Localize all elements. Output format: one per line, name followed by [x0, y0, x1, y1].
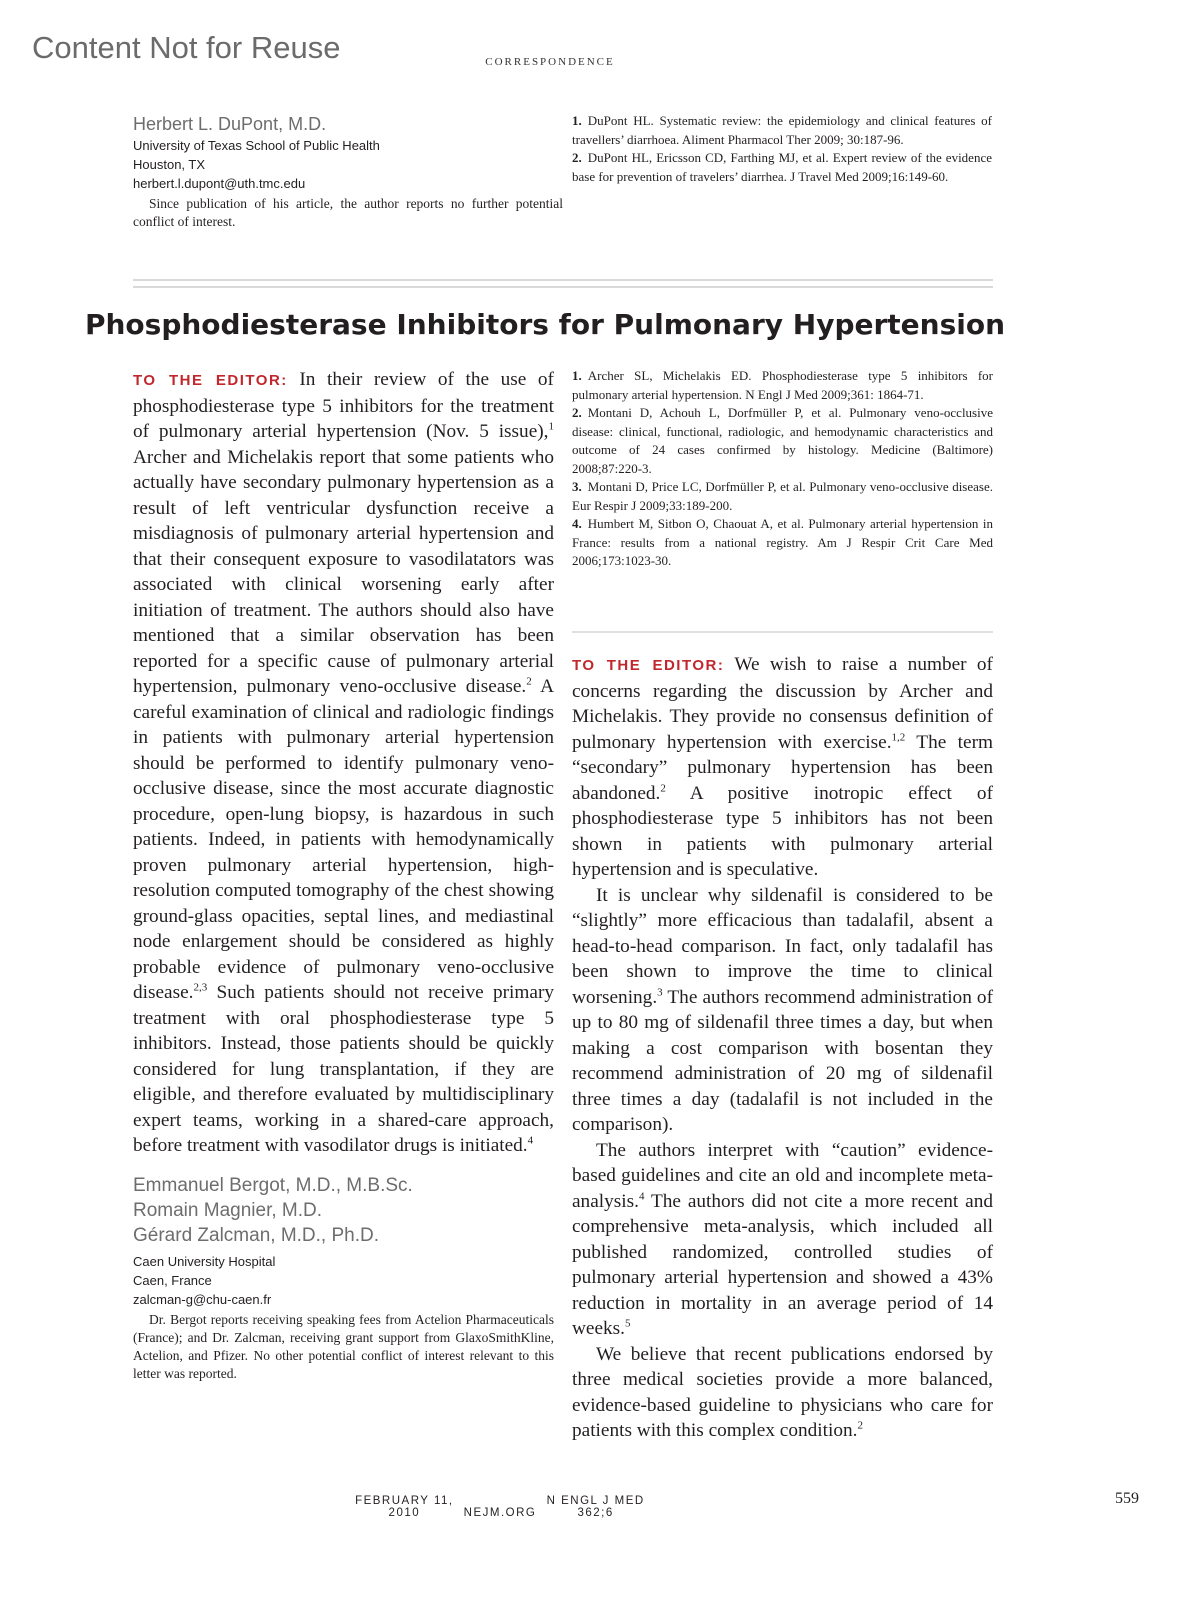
letter-2-paragraph — [572, 1138, 993, 1342]
affiliation-line: Houston, TX — [133, 157, 206, 172]
reference-item — [572, 478, 993, 515]
reference-number: 1. — [572, 368, 582, 383]
citation-marker: 2,3 — [193, 981, 208, 994]
citation-marker: 2 — [526, 675, 532, 688]
section-header-label: correspondence — [485, 53, 615, 69]
citation-marker: 1 — [548, 420, 554, 433]
letter-text: Archer and Michelakis report that some patients who actually have secondary pulmonary hypertension as a result of left ventricular dysfunction receive a misdiagnosis of pulmonary arterial hypertension and that their consequent exposure to vasodilatators was associated with clinical worsening early after initiation of treatment. The authors should also have mentioned that a similar observation has been reported for a specific cause of pulmonary arterial hypertension, pulmonary veno-occlusive disease. — [133, 446, 554, 697]
citation-marker: 3 — [657, 986, 663, 999]
letter-text: The authors recommend administration of up to 80 mg of sildenafil three times a day, but when making a cost comparison with bosentan they recommend administration of 20 mg of sildenafil three times a day (tadalafil is not included in the comparison). — [572, 986, 993, 1135]
letter-text: A positive inotropic effect of phosphodiesterase type 5 inhibitors has not been shown in patients with pulmonary arterial hypertension and is speculative. — [572, 782, 993, 880]
reference-item — [572, 367, 993, 404]
letter-text: We believe that recent publications endorsed by three medical societies provide a more balanced, evidence-based guideline to physicians who care for patients with this complex condition. — [572, 1343, 993, 1441]
reference-number: 4. — [572, 516, 582, 531]
footer-site: NEJM.ORG — [463, 1507, 537, 1519]
letter-1-references — [572, 367, 993, 571]
letter-lead: TO THE EDITOR: — [133, 372, 288, 389]
letter-2-paragraph — [572, 652, 993, 883]
letter-divider — [572, 631, 993, 633]
citation-marker: 2 — [660, 782, 666, 795]
citation-marker: 2 — [857, 1419, 863, 1432]
article-title-text: Phosphodiesterase Inhibitors for Pulmonary Hypertension — [84, 308, 1006, 341]
footer-journal: N ENGL J MED 362;6 — [546, 1495, 645, 1519]
letter-text: The term “secondary” pulmonary hypertension has been abandoned. — [572, 731, 993, 804]
letter-1-signature — [133, 1173, 554, 1383]
reference-text: Archer SL, Michelakis ED. Phosphodiesterase type 5 inhibitors for pulmonary arterial hypertension. N Engl J Med 2009;361: 1864-71. — [572, 368, 993, 402]
affiliation-line: Caen, France — [133, 1272, 212, 1288]
letter-2-paragraph — [572, 883, 993, 1138]
reference-text: Montani D, Price LC, Dorfmüller P, et al. Pulmonary veno-occlusive disease. Eur Respir J 2009;33:189-200. — [572, 479, 993, 513]
page-number: 559 — [1115, 1490, 1139, 1507]
letter-text: It is unclear why sildenafil is considered to be “slightly” more efficacious than tadalafil, absent a head-to-head comparison. In fact, only tadalafil has been shown to improve the time to clinical worsening. — [572, 884, 993, 1008]
reference-text: DuPont HL, Ericsson CD, Farthing MJ, et al. Expert review of the evidence base for prevention of travelers’ diarrhea. J Travel Med 2009;16:149-60. — [572, 150, 992, 184]
reference-text: Humbert M, Sitbon O, Chaouat A, et al. Pulmonary arterial hypertension in France: results from a national registry. Am J Respir Crit Care Med 2006;173:1023-30. — [572, 516, 993, 568]
letter-text: A careful examination of clinical and radiologic findings in patients with pulmonary arterial hypertension should be performed to identify pulmonary veno-occlusive disease, since the most accurate diagnostic procedure, open-lung biopsy, is hazardous in such patients. Indeed, in patients with hemodynamically proven pulmonary arterial hypertension, high-resolution computed tomography of the chest showing ground-glass opacities, septal lines, and mediastinal node enlargement should be considered as highly probable evidence of pulmonary veno-occlusive disease. — [133, 676, 554, 1003]
reference-item — [572, 515, 993, 571]
author-name: Herbert L. DuPont, M.D. — [133, 114, 327, 134]
affiliation-email: herbert.l.dupont@uth.tmc.edu — [133, 176, 306, 191]
letter-2-paragraph — [572, 1342, 993, 1444]
reference-number: 3. — [572, 479, 582, 494]
citation-marker: 1,2 — [891, 731, 906, 744]
letter-2 — [572, 652, 993, 1444]
previous-letter-signature — [133, 112, 563, 231]
letter-text: The authors interpret with “caution” evidence-based guidelines and cite an old and incomplete meta-analysis. — [572, 1139, 993, 1212]
author-name: Emmanuel Bergot, M.D., M.B.Sc. — [133, 1174, 413, 1196]
reference-number: 1. — [572, 113, 582, 128]
author-name: Romain Magnier, M.D. — [133, 1199, 323, 1221]
citation-marker: 4 — [527, 1134, 534, 1147]
citation-marker: 5 — [625, 1317, 631, 1330]
section-header — [0, 53, 1200, 70]
letter-text: The authors did not cite a more recent and comprehensive meta-analysis, which included all published randomized, controlled studies of pulmonary arterial hypertension and showed a 43% reduction in mortality in an average period of 14 weeks. — [572, 1190, 993, 1339]
reference-item — [572, 112, 992, 149]
author-name: Gérard Zalcman, M.D., Ph.D. — [133, 1224, 380, 1246]
reference-number: 2. — [572, 405, 582, 420]
reference-text: DuPont HL. Systematic review: the epidemiology and clinical features of travellers’ diarrhoea. Aliment Pharmacol Ther 2009; 30:187-96. — [572, 113, 992, 147]
affiliation-email: zalcman-g@chu-caen.fr — [133, 1291, 272, 1307]
letter-1-body — [133, 367, 554, 1159]
letter-1 — [133, 367, 554, 1383]
reference-number: 2. — [572, 150, 582, 165]
previous-letter-references — [572, 112, 992, 186]
letter-text: We wish to raise a number of concerns regarding the discussion by Archer and Michelakis. They provide no consensus definition of pulmonary hypertension with exercise. — [572, 654, 993, 753]
footer-date: FEBRUARY 11, 2010 — [355, 1495, 454, 1519]
section-divider — [133, 279, 993, 288]
disclosure-note: Since publication of his article, the author reports no further potential conflict of interest. — [133, 196, 563, 229]
citation-marker: 4 — [638, 1190, 645, 1203]
affiliation-line: University of Texas School of Public Health — [133, 138, 380, 153]
author-affiliation — [133, 136, 563, 193]
reference-text: Montani D, Achouh L, Dorfmüller P, et al. Pulmonary veno-occlusive disease: clinical, functional, radiologic, and hemodynamic characteristics and outcome of 24 cases confirmed by histology. Medicine (Baltimore) 2008;87:220-3. — [572, 405, 993, 476]
letter-text: Such patients should not receive primary treatment with oral phosphodiesterase type 5 inhibitors. Instead, those patients should be quickly considered for lung transplantation, if they are eligible, and therefore evaluated by multidisciplinary expert teams, working in a shared-care approach, before treatment with vasodilator drugs is initiated. — [133, 982, 554, 1156]
author-affiliation — [133, 1252, 554, 1309]
letter-lead: TO THE EDITOR: — [572, 657, 725, 674]
affiliation-line: Caen University Hospital — [133, 1253, 276, 1269]
watermark-text: Content Not for Reuse — [32, 30, 341, 65]
page-footer — [0, 1495, 1200, 1519]
article-title — [0, 308, 1200, 341]
reference-item — [572, 404, 993, 478]
letter-text: In their review of the use of phosphodiesterase type 5 inhibitors for the treatment of pulmonary arterial hypertension (Nov. 5 issue), — [133, 369, 554, 442]
reference-item — [572, 149, 992, 186]
disclosure-note: Dr. Bergot reports receiving speaking fees from Actelion Pharmaceuticals (France); and Dr. Zalcman, receiving grant support from GlaxoSmithKline, Actelion, and Pfizer. No other potential conflict of interest relevant to this letter was reported. — [133, 1311, 554, 1381]
